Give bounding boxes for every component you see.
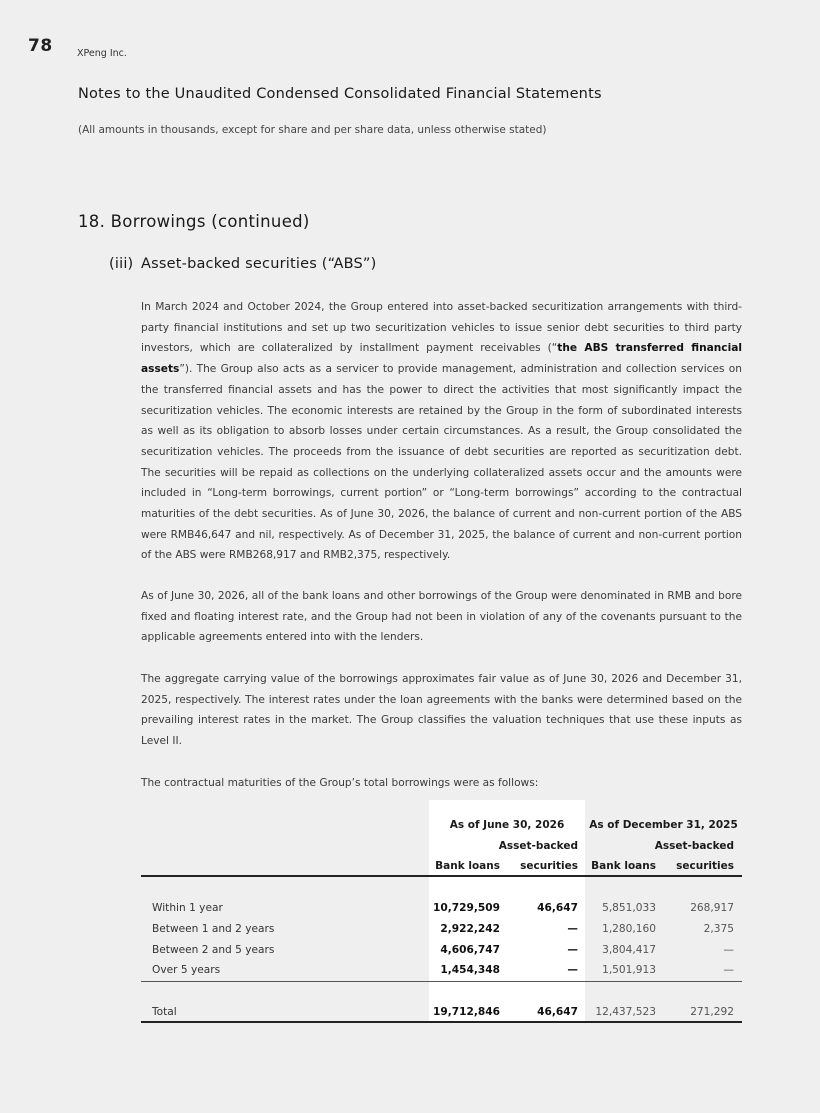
total-label: Total bbox=[152, 1006, 177, 1018]
cell-abs-jun: 46,647 bbox=[537, 902, 578, 914]
table-row bbox=[141, 944, 742, 964]
col-header-abs-dec-line2: securities bbox=[676, 860, 734, 872]
subsection-number: (iii) bbox=[109, 256, 134, 272]
col-header-bank-loans-dec: Bank loans bbox=[591, 860, 656, 872]
cell-bank-loans-dec: 3,804,417 bbox=[602, 944, 656, 956]
cell-bank-loans-dec: 1,501,913 bbox=[602, 964, 656, 976]
denomination-paragraph: As of June 30, 2026, all of the bank loans and other borrowings of the Group were denominated in RMB and bore fixed and floating interest rate, and the Group had not been in violation of any of the covenants pursuant to the applicable agreements entered into with the lenders. bbox=[141, 590, 742, 644]
cell-abs-dec: — bbox=[723, 964, 734, 976]
header-group-june-2026: As of June 30, 2026 bbox=[449, 819, 565, 831]
row-label: Between 2 and 5 years bbox=[152, 944, 275, 956]
amounts-note: (All amounts in thousands, except for share and per share data, unless otherwise stated) bbox=[78, 124, 547, 136]
subsection-title: Asset-backed securities (“ABS”) bbox=[141, 256, 377, 272]
header-rule bbox=[141, 875, 742, 877]
table-total-row bbox=[141, 1006, 742, 1026]
page-title: Notes to the Unaudited Condensed Consolidated Financial Statements bbox=[78, 86, 602, 102]
company-name: XPeng Inc. bbox=[77, 48, 127, 59]
abs-paragraph bbox=[141, 297, 742, 566]
abs-paragraph-text-2: ”). The Group also acts as a servicer to provide management, administration and collection services on the transferred financial assets and has the power to direct the activities that most significantly impact the securitization vehicles. The economic interests are retained by the Group in the form of subordinated interests as well as its obligation to absorb losses under certain circumstances. As a result, the Group consolidated the securitization vehicles. The proceeds from the issuance of debt securities are reported as securitization debt. The securities will be repaid as collections on the underlying collateralized assets occur and the amounts were included in “Long-term borrowings, current portion” or “Long-term borrowings” according to the contractual maturities of the debt securities. As of June 30, 2026, the balance of current and non-current portion of the ABS were RMB46,647 and nil, respectively. As of December 31, 2025, the balance of current and non-current portion of the ABS were RMB268,917 and RMB2,375, respectively. bbox=[141, 363, 742, 562]
cell-bank-loans-jun: 2,922,242 bbox=[440, 923, 500, 935]
total-bank-loans-jun: 19,712,846 bbox=[432, 1006, 500, 1018]
total-abs-dec: 271,292 bbox=[690, 1006, 734, 1018]
section-heading: 18. Borrowings (continued) bbox=[78, 212, 310, 231]
cell-abs-dec: 2,375 bbox=[703, 923, 734, 935]
abs-paragraph-defined-term: the ABS transferred financial assets bbox=[141, 342, 742, 376]
cell-abs-jun: — bbox=[567, 923, 578, 935]
total-abs-jun: 46,647 bbox=[537, 1006, 578, 1018]
row-label: Within 1 year bbox=[152, 902, 223, 914]
col-header-abs-jun-line1: Asset-backed bbox=[498, 840, 578, 852]
abs-paragraph-text-1: In March 2024 and October 2024, the Group entered into asset-backed securitization arrangements with third-party financial institutions and set up two securitization vehicles to issue senior debt securities to third party investors, which are collateralized by installment payment receivables (“ bbox=[141, 301, 742, 355]
col-header-bank-loans-jun: Bank loans bbox=[435, 860, 500, 872]
row-label: Between 1 and 2 years bbox=[152, 923, 275, 935]
cell-bank-loans-dec: 5,851,033 bbox=[602, 902, 656, 914]
total-rule bbox=[141, 1021, 742, 1023]
fair-value-paragraph: The aggregate carrying value of the borrowings approximates fair value as of June 30, 2026 and December 31, 2025, respectively. The interest rates under the loan agreements with the banks were determined based on the prevailing interest rates in the market. The Group classifies the valuation techniques that use these inputs as Level II. bbox=[141, 673, 742, 748]
cell-bank-loans-dec: 1,280,160 bbox=[602, 923, 656, 935]
cell-bank-loans-jun: 4,606,747 bbox=[440, 944, 500, 956]
cell-abs-jun: — bbox=[567, 944, 578, 956]
row-label: Over 5 years bbox=[152, 964, 221, 976]
cell-bank-loans-jun: 1,454,348 bbox=[440, 964, 500, 976]
cell-abs-dec: 268,917 bbox=[690, 902, 734, 914]
total-bank-loans-dec: 12,437,523 bbox=[595, 1006, 656, 1018]
maturities-intro: The contractual maturities of the Group’s total borrowings were as follows: bbox=[141, 777, 539, 789]
col-header-abs-jun-line2: securities bbox=[520, 860, 578, 872]
page-number: 78 bbox=[28, 36, 53, 56]
cell-abs-dec: — bbox=[723, 944, 734, 956]
table-row bbox=[141, 902, 742, 922]
cell-bank-loans-jun: 10,729,509 bbox=[432, 902, 500, 914]
cell-abs-jun: — bbox=[567, 964, 578, 976]
header-group-dec-2025: As of December 31, 2025 bbox=[589, 819, 738, 831]
subsection-heading bbox=[109, 256, 376, 272]
col-header-abs-dec-line1: Asset-backed bbox=[654, 840, 734, 852]
subtotal-rule bbox=[141, 981, 742, 982]
table-row bbox=[141, 923, 742, 943]
